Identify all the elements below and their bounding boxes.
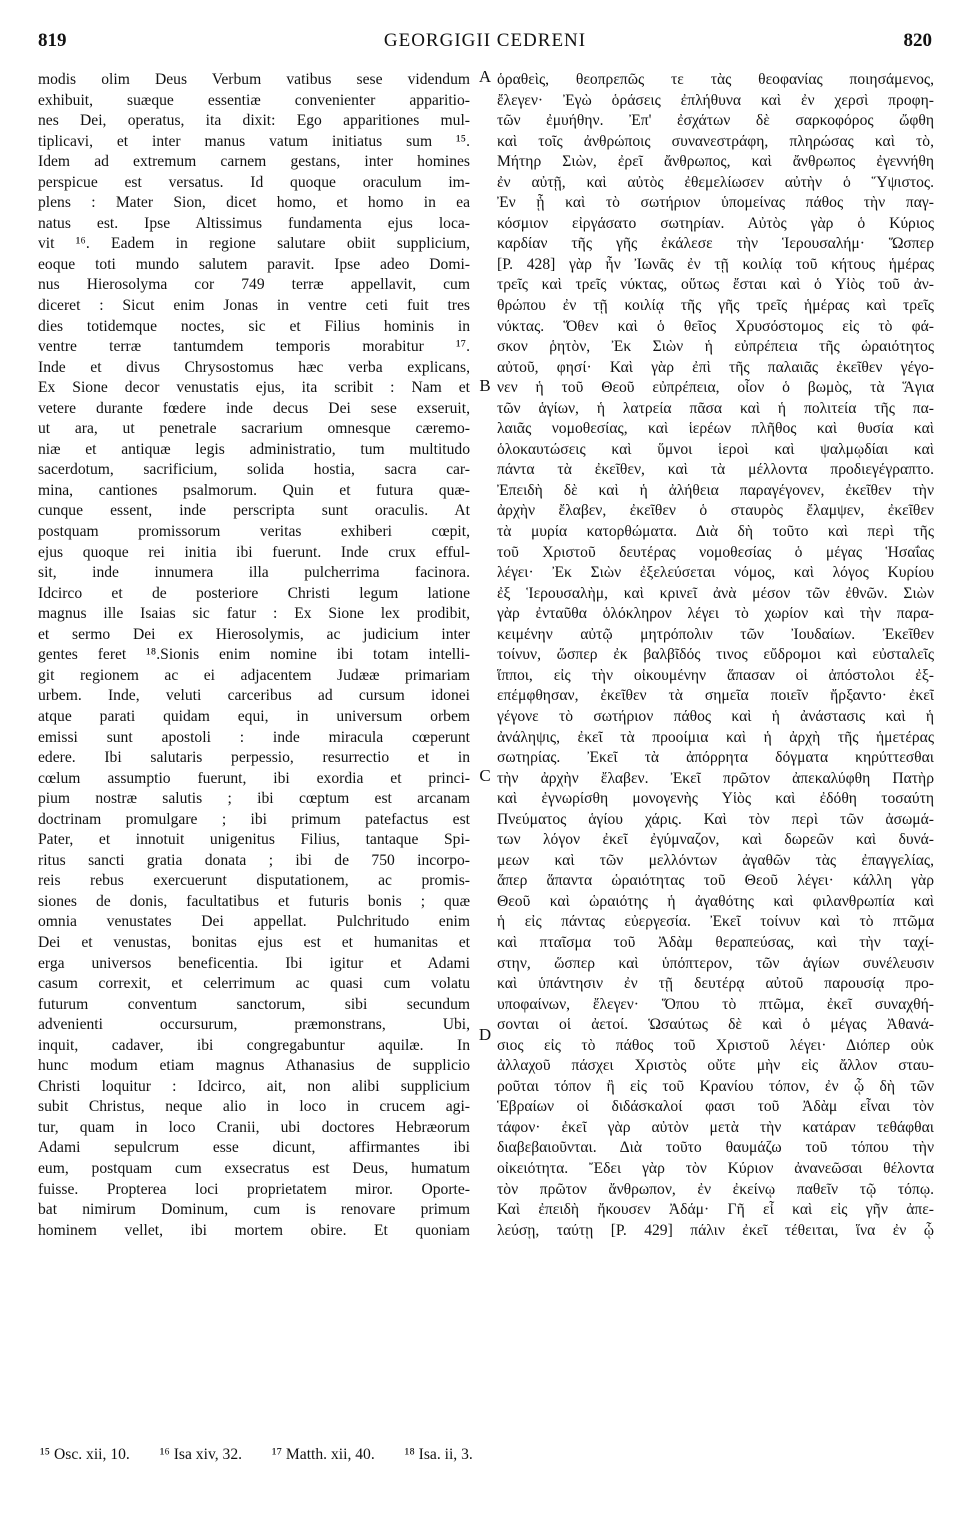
greek-text-line: ὁλοκαυτώσεις καὶ ὕμνοι ἱεροὶ καὶ ψαλμῳδίαι καὶ bbox=[497, 440, 934, 458]
latin-text-line: sit, inde innumera illa pulcherrima facinora. bbox=[38, 564, 470, 582]
greek-text-line: ἅπερ ἅπαντα ὡραιότητας τοῦ Θεοῦ λέγει· κάλλη γὰρ bbox=[497, 872, 934, 890]
greek-text-line: ἀνάληψις, ἐκεῖ τὰ προοίμια καὶ ἡ ἀρχὴ τῆς ἡμετέρας bbox=[497, 728, 934, 746]
greek-text-line: ὁραθεὶς, θεοπρεπῶς τε τὰς θεοφανίας ποιησάμενος, bbox=[497, 71, 934, 88]
greek-text-line: Ἐπειδὴ δὲ καὶ ἡ ἀλήθεια παραγέγονεν, ἐκεῖθεν τὴν bbox=[497, 481, 934, 499]
latin-text-line: reis rebus exercuerunt disputationem, ac promis- bbox=[38, 872, 470, 890]
latin-text-line: Idem ad extremum carnem gestans, inter homines bbox=[38, 153, 470, 171]
latin-text-line: perspicue est versatus. Id quoque oraculum im- bbox=[38, 173, 470, 191]
page-header bbox=[38, 30, 932, 60]
latin-text-line: natus est. Ipse Altissimus fundamenta ejus loca- bbox=[38, 214, 470, 232]
greek-text-line: [P. 428] γὰρ ἦν Ἰωνᾶς ἐν τῇ κοιλίᾳ τοῦ κήτους ἡμέρας bbox=[497, 255, 934, 273]
greek-text-line: ἔλεγεν· Ἐγὼ ὁράσεις ἐπλήθυνα καὶ ἐν χερσὶ προφη- bbox=[497, 91, 934, 109]
latin-text-line: postquam promissorum veritas exhiberi cœpit, bbox=[38, 523, 470, 541]
greek-text-line: σιος εἰς τὸ πάθος τοῦ Χριστοῦ λέγει· Διόπερ οὐκ bbox=[497, 1036, 934, 1054]
greek-text-line: τὸν πρῶτον ἄνθρωπον, ἐν ἐκείνῳ παθεῖν τῷ τόπῳ. bbox=[497, 1180, 934, 1198]
margin-marker-a: A bbox=[478, 67, 492, 86]
latin-text-line: advenienti occursurum, præmonstrans, Ubi, bbox=[38, 1016, 470, 1034]
greek-text-line: Καὶ ἐπειδὴ ἤκουσεν Ἀδάμ· Γῆ εἶ καὶ εἰς γῆν ἀπε- bbox=[497, 1201, 934, 1219]
latin-text-line: tiplicavi, et inter manus vatum initiatus sum ¹⁵. bbox=[38, 132, 470, 150]
greek-text-line: θρώπου ἐν τῇ κοιλίᾳ τῆς γῆς τρεῖς ἡμέρας καὶ τρεῖς bbox=[497, 297, 934, 315]
greek-text-line: τῶν ἁγίων, ἡ λατρεία πᾶσα καὶ ἡ πολιτεία τῆς πα- bbox=[497, 399, 934, 417]
greek-text-line: λέγει· Ἐκ Σιὼν ἐξελεύσεται νόμος, καὶ λόγος Κυρίου bbox=[497, 564, 934, 582]
greek-text-line: τάφον· ἐκεῖ γὰρ αὐτὸν μετὰ τὴν κατάραν τεθάφθαι bbox=[497, 1118, 934, 1136]
greek-text-line: τοῦ Χριστοῦ δευτέρας νομοθεσίας ὁ μέγας Ἡσαΐας bbox=[497, 543, 934, 561]
latin-text-line: plens : Mater Sion, dicet homo, et homo in ea bbox=[38, 194, 470, 212]
greek-text-line: γέγονε τὸ σωτήριον πάθος καὶ ἡ ἀνάστασις καὶ ἡ bbox=[497, 707, 934, 725]
latin-text-line: cunque essent, inde perscripta sunt oraculis. At bbox=[38, 502, 470, 520]
footnotes bbox=[40, 1446, 934, 1464]
greek-column bbox=[497, 70, 934, 1241]
latin-text-line: ut ara, ut penetrale sacrarium omnesque cæremo- bbox=[38, 420, 470, 438]
latin-text-line: pium nostræ salutis ; ibi cœptum est arcanam bbox=[38, 790, 470, 808]
footnote: ¹⁸ Isa. ii, 3. bbox=[404, 1446, 473, 1463]
greek-text-line: κειμένην αὐτῷ μητρόπολιν τῶν Ἰουδαίων. Ἐκεῖθεν bbox=[497, 625, 934, 643]
greek-text-line: πάντα τὰ ἐκεῖθεν, καὶ τὰ μέλλοντα προδιεγέγραπτο. bbox=[497, 461, 934, 479]
greek-text-line: τὴν ἀρχὴν ἔλαβεν. Ἐκεῖ πρῶτον ἀπεκαλύφθη Πατὴρ bbox=[497, 769, 934, 787]
footnote: ¹⁵ Osc. xii, 10. bbox=[40, 1446, 130, 1463]
latin-text-line: emissi sunt apostoli : inde miracula cœperunt bbox=[38, 728, 470, 746]
footnote: ¹⁷ Matth. xii, 40. bbox=[271, 1446, 375, 1463]
latin-text-line: Ex Sione decor venustatis ejus, ita scribit : Nam et bbox=[38, 379, 470, 397]
latin-text-line: mina, cantiones psalmorum. Quin et futura quæ- bbox=[38, 481, 470, 499]
greek-text-line: διαβεβαιοῦνται. Διὰ τοῦτο θαυμάζω τοῦ τόπου τὴν bbox=[497, 1139, 934, 1157]
latin-text-line: omnia venustates Dei appellat. Pulchritudo enim bbox=[38, 913, 470, 931]
latin-text-line: hominem vellet, ibi mortem obire. Et quoniam bbox=[38, 1221, 470, 1239]
latin-text-line: eum, postquam cum exsecratus est Deus, humatum bbox=[38, 1159, 470, 1177]
latin-text-line: git regionem ac ei adjacentem Judææ primariam bbox=[38, 666, 470, 684]
latin-text-line: bat nimirum Dominum, cum is renovare primum bbox=[38, 1201, 470, 1219]
greek-text-line: καρδίαν τῆς γῆς ἐκάλεσε τὴν Ἱερουσαλήμ· Ὥσπερ bbox=[497, 235, 934, 253]
latin-text-line: sacerdotum, sacrificium, solida hostia, sacra car- bbox=[38, 461, 470, 479]
greek-text-line: αὐτοῦ, φησί· Καὶ γὰρ ἐπὶ τῆς παλαιᾶς ἐκεῖθεν γέγο- bbox=[497, 358, 934, 376]
latin-text-line: exhibuit, suæque essentiæ convenienter apparitio- bbox=[38, 91, 470, 109]
latin-text-line: Christi loquitur : Idcirco, ait, non alibi supplicium bbox=[38, 1077, 470, 1095]
greek-text-line: τῶν ἐμυήθην. Ἐπ' ἐσχάτων δὲ σαρκοφόρος ὤφθη bbox=[497, 112, 934, 130]
greek-text-line: τὰ μυρία κατορθώματα. Διὰ δὴ τοῦτο καὶ περὶ τῆς bbox=[497, 523, 934, 541]
greek-text-line: λεύσῃ, ταύτῃ [P. 429] πάλιν ἐκεῖ τέθειται, ἵνα ἐν ᾧ bbox=[497, 1221, 934, 1239]
greek-text-line: ἡ εἰς πάντας εὐεργεσία. Ἐκεῖ τοίνυν καὶ τὸ πτῶμα bbox=[497, 913, 934, 931]
latin-text-line: subit Christus, neque alio in loco in crucem agi- bbox=[38, 1098, 470, 1116]
latin-text-line: nus Hierosolyma cor 749 terræ appellavit, cum bbox=[38, 276, 470, 294]
greek-text-line: καὶ τοῖς ἀνθρώποις συνανεστράφη, πληρώσας καὶ τὸ, bbox=[497, 132, 934, 150]
page-number-left: 819 bbox=[38, 30, 67, 51]
latin-text-line: cœlum assumptio fuerunt, ibi exordia et princi- bbox=[38, 769, 470, 787]
greek-text-line: καὶ ἐγνωρίσθη μονογενὴς Υἱὸς καὶ ἐδόθη τοσαύτη bbox=[497, 790, 934, 808]
greek-text-line: καὶ πταῖσμα τοῦ Ἀδὰμ θεραπεύσας, καὶ τὴν ταχί- bbox=[497, 933, 934, 951]
latin-text-line: futurum conventum sanctorum, sibi secundum bbox=[38, 995, 470, 1013]
greek-text-line: λαιᾶς νομοθεσίας, καὶ ἱερέων πλῆθος καὶ θυσία καὶ bbox=[497, 420, 934, 438]
latin-text-line: Adami sepulcrum esse dicunt, affirmantes ibi bbox=[38, 1139, 470, 1157]
latin-text-line: fuisse. Propterea loci proprietatem miror. Oporte- bbox=[38, 1180, 470, 1198]
greek-text-line: σκον ῥητὸν, Ἐκ Σιὼν ἡ εὐπρέπεια τῆς ὡραιότητος bbox=[497, 338, 934, 356]
greek-text-line: Πνεύματος ἁγίου χάρις. Καὶ τὸν περὶ τῶν ἀσωμά- bbox=[497, 810, 934, 828]
latin-column bbox=[38, 70, 470, 1241]
latin-text-line: hunc modum etiam magnus Athanasius de supplicio bbox=[38, 1057, 470, 1075]
greek-text-line: ἀρχὴν ἔλαβεν, ἐκεῖθεν ὁ σταυρὸς ἔλαμψεν, ἐκεῖθεν bbox=[497, 502, 934, 520]
greek-text-line: σωτηρίας. Ἐκεῖ τὰ ἀπόρρητα δόγματα κηρύττεσθαι bbox=[497, 749, 934, 767]
latin-text-line: magnus ille Isaias sic fatur : Ex Sione lex prodibit, bbox=[38, 605, 470, 623]
latin-text-line: tur, quam in loco Cranii, ubi doctores Hebræorum bbox=[38, 1118, 470, 1136]
greek-text-line: τοίνυν, ὥσπερ ἐκ βαλβῖδός τινος εὔδρομοι καὶ εὐσταλεῖς bbox=[497, 646, 934, 664]
latin-text-line: diceret : Sicut enim Jonas in ventre ceti fuit tres bbox=[38, 297, 470, 315]
greek-text-line: γὰρ ἐνταῦθα ὁλόκληρον λέγει τὸ χωρίον καὶ τὴν παρα- bbox=[497, 605, 934, 623]
running-title: GEORGIGII CEDRENI bbox=[383, 30, 587, 51]
latin-text-line: siones de donis, facultatibus et futuris bonis ; quæ bbox=[38, 892, 470, 910]
latin-text-line: ejus quoque rei initia ibi fuerunt. Inde crux efful- bbox=[38, 543, 470, 561]
latin-text-line: atque parati quidam equi, in universum orbem bbox=[38, 707, 470, 725]
greek-text-line: σονται οἱ ἀετοί. Ὡσαύτως δὲ καὶ ὁ μέγας Ἀθανά- bbox=[497, 1016, 934, 1034]
greek-text-line: Ἐν ᾗ καὶ τὸ σωτήριον ὑπομείνας πάθος τὴν παγ- bbox=[497, 194, 934, 212]
latin-text-line: Pater, et innotuit unigenitus Filius, tantaque Spi- bbox=[38, 831, 470, 849]
margin-marker-d: D bbox=[478, 1025, 492, 1044]
greek-text-line: Θεοῦ καὶ ὡραιότης ἡ ἀγαθότης καὶ φιλανθρωπία καὶ bbox=[497, 892, 934, 910]
latin-text-line: edere. Ibi salutaris perpessio, resurrectio et in bbox=[38, 749, 470, 767]
latin-text-line: ventre terræ tantumdem temporis morabitur ¹⁷. bbox=[38, 338, 470, 356]
latin-text-line: et sermo Dei ex Hierosolymis, ac judicium inter bbox=[38, 625, 470, 643]
greek-text-line: των λόγον ἐκεῖ ἐγύμναζον, καὶ δωρεῶν καὶ δυνά- bbox=[497, 831, 934, 849]
latin-text-line: vit ¹⁶. Eadem in regione salutare obiit supplicium, bbox=[38, 235, 470, 253]
latin-text-line: Inde et divus Chrysostomus hæc verba explicans, bbox=[38, 358, 470, 376]
greek-text-line: Ἑβραίων οἱ διδάσκαλοί φασι τοῦ Ἀδὰμ εἶναι τὸν bbox=[497, 1098, 934, 1116]
greek-text-line: νύκτας. Ὅθεν καὶ ὁ θεῖος Χρυσόστομος εἰς τὸ φά- bbox=[497, 317, 934, 335]
greek-text-line: ἐξ Ἱερουσαλὴμ, καὶ κρινεῖ ἀνὰ μέσον τῶν ἐθνῶν. Σιὼν bbox=[497, 584, 934, 602]
greek-text-line: Μήτηρ Σιὼν, ἐρεῖ ἄνθρωπος, καὶ ἄνθρωπος ἐγεννήθη bbox=[497, 153, 934, 171]
latin-text-line: nes Dei, operatus, ita dixit: Ego apparitiones mul- bbox=[38, 112, 470, 130]
latin-text-line: niæ et antiquæ legis administratio, tum multitudo bbox=[38, 440, 470, 458]
greek-text-line: νεν ἡ τοῦ Θεοῦ εὐπρέπεια, οἷον ὁ βωμὸς, τὰ Ἅγια bbox=[497, 379, 934, 397]
greek-text-line: ἀλλαχοῦ πάσχει Χριστὸς οὔτε μὴν εἰς ἄλλον σταυ- bbox=[497, 1057, 934, 1075]
latin-text-line: Idcirco et de posteriore Christi legum latione bbox=[38, 584, 470, 602]
greek-text-line: ἐν αὐτῇ, καὶ αὐτὸς ἐθεμελίωσεν αὐτὴν ὁ Ὕψιστος. bbox=[497, 173, 934, 191]
latin-text-line: dies totidemque noctes, sic et Filius hominis in bbox=[38, 317, 470, 335]
latin-text-line: modis olim Deus Verbum vatibus sese videndum bbox=[38, 71, 470, 88]
page-number-right: 820 bbox=[903, 30, 932, 51]
latin-text-line: inquit, cadaver, ibi congregabuntur aquilæ. In bbox=[38, 1036, 470, 1054]
greek-text-line: ἵπποι, εἰς τὴν οἰκουμένην ἅπασαν οἱ ἀπόστολοι ἐξ- bbox=[497, 666, 934, 684]
latin-text-line: casum correxit, et celerrimum ac quasi cum volatu bbox=[38, 975, 470, 993]
greek-text-line: κόσμιον εἰργάσατο σωτηρίαν. Αὐτὸς γὰρ ὁ Κύριος bbox=[497, 214, 934, 232]
greek-text-line: οἰκειότητα. Ἔδει γὰρ τὸν Κύριον ἀνανεῶσαι θέλοντα bbox=[497, 1159, 934, 1177]
latin-text-line: ritus sancti gratia donata ; ibi de 750 incorpo- bbox=[38, 851, 470, 869]
greek-text-line: καὶ ὑπάντησιν ἐν τῇ δευτέρᾳ αὐτοῦ παρουσίᾳ προ- bbox=[497, 975, 934, 993]
margin-marker-b: B bbox=[479, 376, 491, 395]
greek-text-line: μεων καὶ τῶν μελλόντων ἀγαθῶν τὰς ἐπαγγελίας, bbox=[497, 851, 934, 869]
margin-marker-c: C bbox=[479, 766, 491, 785]
latin-text-line: gentes feret ¹⁸.Sionis enim nomine ibi totam intelli- bbox=[38, 646, 470, 664]
greek-text-line: υποφαίνων, ἔλεγεν· Ὅπου τὸ πτῶμα, ἐκεῖ συναχθή- bbox=[497, 995, 934, 1013]
footnote: ¹⁶ Isa xiv, 32. bbox=[159, 1446, 243, 1463]
greek-text-line: επέμφθησαν, ἐκεῖθεν τὰ σημεῖα ποιεῖν ἤρξαντο· ἐκεῖ bbox=[497, 687, 934, 705]
latin-text-line: erga universos beneficentia. Ibi igitur et Adami bbox=[38, 954, 470, 972]
greek-text-line: τρεῖς καὶ τρεῖς νύκτας, οὕτως ἔσται καὶ ὁ Υἱὸς τοῦ ἀν- bbox=[497, 276, 934, 294]
latin-text-line: urbem. Inde, veluti carceribus ad cursum idonei bbox=[38, 687, 470, 705]
latin-text-line: vetere durante fœdere inde decus Dei sese exseruit, bbox=[38, 399, 470, 417]
greek-text-line: στην, ὥσπερ καὶ ὑπόπτερον, τῶν ἁγίων συνέλευσιν bbox=[497, 954, 934, 972]
latin-text-line: Dei et venustas, bonitas ejus est et humanitas et bbox=[38, 933, 470, 951]
latin-text-line: doctrinam promulgare ; ibi primum patefactus est bbox=[38, 810, 470, 828]
latin-text-line: eoque toti mundo salutem paravit. Ipse adeo Domi- bbox=[38, 255, 470, 273]
greek-text-line: ροῦται τόπον ἢ εἰς τοῦ Κρανίου τόπον, ἐν ᾧ δὴ τῶν bbox=[497, 1077, 934, 1095]
